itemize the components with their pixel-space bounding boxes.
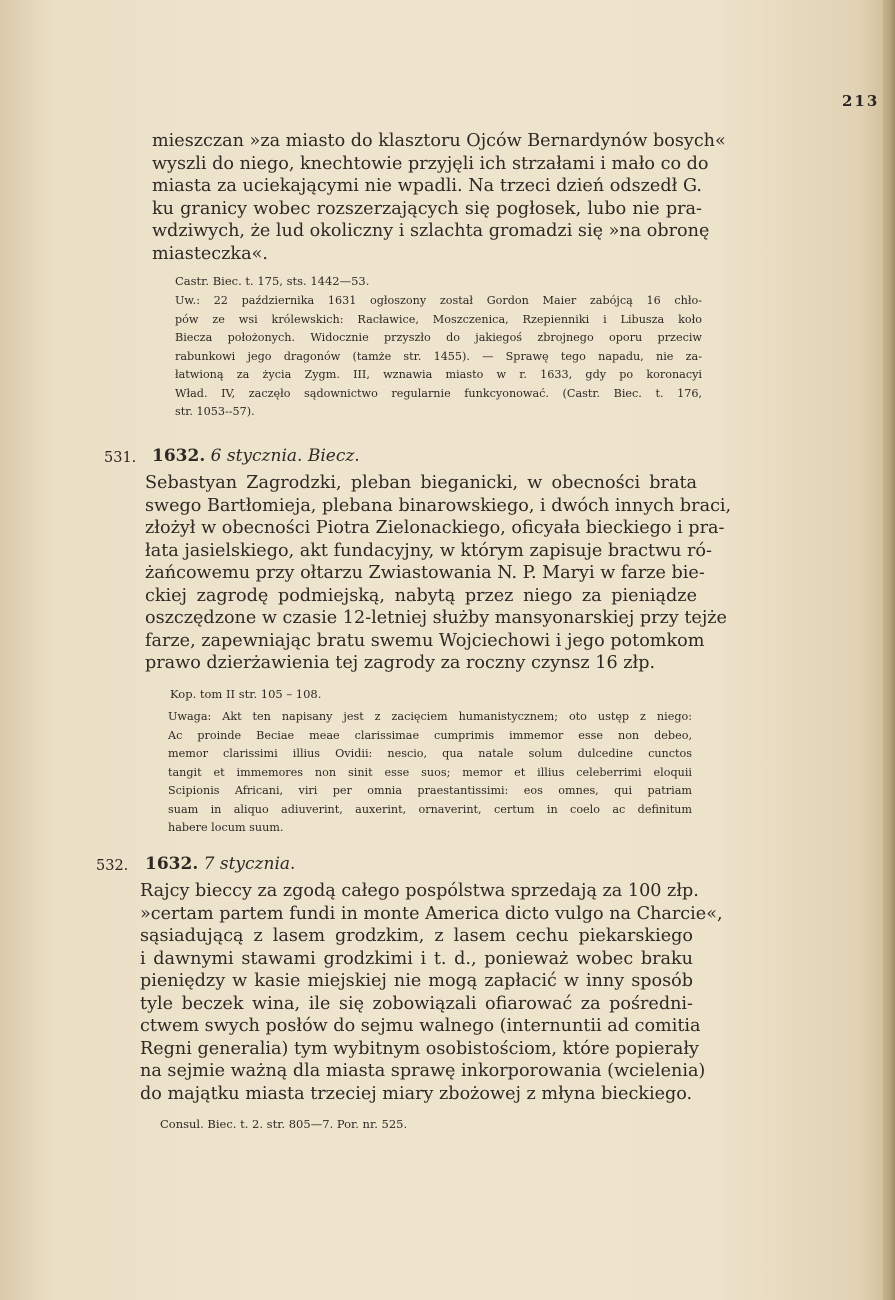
entry-heading <box>145 854 295 874</box>
text-line: miasteczka«. <box>152 243 268 264</box>
source-reference: Castr. Biec. t. 175, sts. 1442—53. <box>175 274 370 288</box>
source-reference: Kop. tom II str. 105 – 108. <box>170 687 322 701</box>
entry-number: 531. <box>104 450 137 466</box>
source-reference: Consul. Biec. t. 2. str. 805—7. Por. nr. 525. <box>160 1117 408 1131</box>
note-line: Wład. IV, zaczęło sądownictwo regularnie funkcyonować. (Castr. Biec. t. 176, <box>175 386 702 400</box>
text-line: pieniędzy w kasie miejskiej nie mogą zapłacić w inny sposób <box>140 971 693 991</box>
entry-date: 7 stycznia. <box>203 854 296 874</box>
text-line: Regni generalia) tym wybitnym osobistościom, które popierały <box>140 1038 699 1059</box>
entry-date: 6 stycznia. Biecz. <box>210 446 360 466</box>
note-line: Ac proinde Beciae meae clarissimae cumprimis immemor esse non debeo, <box>168 728 692 742</box>
text-line: na sejmie ważną dla miasta sprawę inkorporowania (wcielenia) <box>140 1061 706 1081</box>
intro-note <box>175 292 702 422</box>
entry-text <box>140 880 723 1105</box>
note-line: tangit et immemores non sinit esse suos; memor et illius celeberrimi eloquii <box>168 765 692 779</box>
text-line: tyle beczek wina, ile się zobowiązali ofiarować za pośredni- <box>140 993 693 1014</box>
note-line: suam in aliquo adiuverint, auxerint, ornaverint, certum in coelo ac definitum <box>168 802 692 816</box>
note-line: pów ze wsi królewskich: Racławice, Moszczenica, Rzepienniki i Libusza koło <box>175 312 702 326</box>
text-line: wyszli do niego, knechtowie przyjęli ich strzałami i mało co do <box>152 153 709 174</box>
entry-heading <box>152 446 360 466</box>
text-line: swego Bartłomieja, plebana binarowskiego, i dwóch innych braci, <box>145 495 732 516</box>
text-line: mieszczan »za miasto do klasztoru Ojców Bernardynów bosych« <box>152 131 726 151</box>
note-line: Uw.: 22 października 1631 ogłoszony został Gordon Maier zabójcą 16 chło- <box>175 294 702 307</box>
text-line: sąsiadującą z lasem grodzkim, z lasem cechu piekarskiego <box>140 926 693 946</box>
entry-year: 1632. <box>145 854 199 874</box>
text-line: oszczędzone w czasie 12-letniej służby mansyonarskiej przy tejże <box>145 608 727 628</box>
page-edge <box>883 0 895 1300</box>
intro-paragraph <box>152 130 726 265</box>
text-line: łata jasielskiego, akt fundacyjny, w którym zapisuje bractwu ró- <box>145 540 712 561</box>
note-line: str. 1053--57). <box>175 405 255 418</box>
text-line: wdziwych, że lud okoliczny i szlachta gromadzi się »na obronę <box>152 221 710 241</box>
note-line: łatwioną za życia Zygm. III, wznawia miasto w r. 1633, gdy po koronacyi <box>175 368 702 381</box>
entry-note <box>168 708 692 838</box>
text-line: ckiej zagrodę podmiejską, nabytą przez niego za pieniądze <box>145 585 697 606</box>
entry-text <box>145 472 732 675</box>
text-line: miasta za uciekającymi nie wpadli. Na trzeci dzień odszedł G. <box>152 176 702 196</box>
intro-reference <box>175 272 369 290</box>
entry-reference <box>160 1115 407 1133</box>
note-line: memor clarissimi illius Ovidii: nescio, qua natale solum dulcedine cunctos <box>168 747 692 760</box>
page-number: 213 <box>842 92 880 110</box>
text-line: do majątku miasta trzeciej miary zbożowej z młyna bieckiego. <box>140 1083 693 1104</box>
entry-year: 1632. <box>152 446 206 466</box>
text-line: »certam partem fundi in monte America dicto vulgo na Charcie«, <box>140 903 723 924</box>
text-line: prawo dzierżawienia tej zagrody za roczny czynsz 16 złp. <box>145 653 656 673</box>
note-line: Biecza położonych. Widocznie przyszło do jakiegoś zbrojnego oporu przeciw <box>175 331 702 344</box>
note-line: rabunkowi jego dragonów (tamże str. 1455). — Sprawę tego napadu, nie za- <box>175 349 702 363</box>
text-line: i dawnymi stawami grodzkimi i t. d., ponieważ wobec braku <box>140 948 693 969</box>
text-line: Rajcy bieccy za zgodą całego pospólstwa sprzedają za 100 złp. <box>140 881 699 901</box>
entry-number: 532. <box>96 858 129 874</box>
text-line: Sebastyan Zagrodzki, pleban bieganicki, w obecności brata <box>145 473 697 493</box>
text-line: ctwem swych posłów do sejmu walnego (internuntii ad comitia <box>140 1016 701 1036</box>
entry-reference <box>170 685 321 703</box>
text-line: żańcowemu przy ołtarzu Zwiastowania N. P. Maryi w farze bie- <box>145 563 705 583</box>
text-line: złożył w obecności Piotra Zielonackiego, oficyała bieckiego i pra- <box>145 518 725 538</box>
note-line: habere locum suum. <box>168 821 284 834</box>
note-line: Uwaga: Akt ten napisany jest z zacięciem humanistycznem; oto ustęp z niego: <box>168 710 692 723</box>
text-line: ku granicy wobec rozszerzających się pogłosek, lubo nie pra- <box>152 198 702 219</box>
text-line: farze, zapewniając bratu swemu Wojciechowi i jego potomkom <box>145 630 705 651</box>
note-line: Scipionis Africani, viri per omnia praestantissimi: eos omnes, qui patriam <box>168 784 692 797</box>
